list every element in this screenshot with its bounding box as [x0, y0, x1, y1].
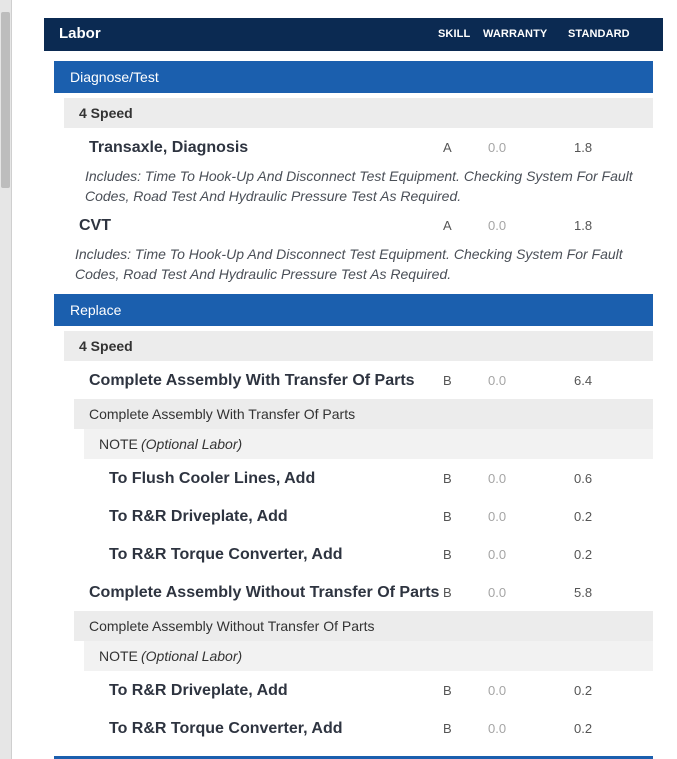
includes-text — [85, 166, 633, 206]
skill-value: B — [443, 585, 452, 600]
labor-row-complete-assembly-without-transfer[interactable] — [0, 578, 620, 608]
column-header-standard: STANDARD — [568, 28, 630, 40]
warranty-value: 0.0 — [488, 218, 507, 233]
note-text: (Optional Labor) — [141, 648, 243, 664]
standard-value: 0.2 — [574, 721, 593, 736]
skill-value: B — [443, 721, 452, 736]
group-4-speed[interactable] — [64, 98, 653, 128]
standard-value: 1.8 — [574, 218, 593, 233]
labor-row-rr-driveplate[interactable] — [0, 502, 620, 532]
standard-value: 0.6 — [574, 471, 593, 486]
warranty-value: 0.0 — [488, 721, 507, 736]
warranty-value: 0.0 — [488, 547, 507, 562]
includes-line: Includes: Time To Hook-Up And Disconnect Test Equipment. Checking System For Fault — [85, 168, 633, 184]
skill-value: B — [443, 471, 452, 486]
note-text: (Optional Labor) — [141, 436, 243, 452]
subgroup-title: Complete Assembly With Transfer Of Parts — [89, 406, 356, 422]
labor-row-cvt[interactable] — [0, 211, 620, 241]
standard-value: 1.8 — [574, 140, 593, 155]
skill-value: B — [443, 683, 452, 698]
column-header-warranty: WARRANTY — [483, 28, 548, 40]
skill-value: A — [443, 140, 452, 155]
note-label: NOTE — [99, 436, 138, 452]
section-diagnose-test[interactable] — [54, 61, 653, 93]
standard-value: 0.2 — [574, 683, 593, 698]
section-title: Replace — [70, 302, 122, 318]
warranty-value: 0.0 — [488, 585, 507, 600]
warranty-value: 0.0 — [488, 373, 507, 388]
warranty-value: 0.0 — [488, 683, 507, 698]
skill-value: A — [443, 218, 452, 233]
includes-line: Codes, Road Test And Hydraulic Pressure Test As Required. — [85, 188, 462, 204]
operation-label[interactable]: CVT — [79, 217, 111, 234]
operation-label[interactable]: To Flush Cooler Lines, Add — [109, 470, 316, 487]
includes-line: Codes, Road Test And Hydraulic Pressure Test As Required. — [75, 266, 452, 282]
standard-value: 0.2 — [574, 547, 593, 562]
includes-text — [75, 244, 623, 284]
note-optional-labor — [84, 429, 653, 459]
standard-value: 6.4 — [574, 373, 593, 388]
skill-value: B — [443, 509, 452, 524]
labor-row-complete-assembly-with-transfer[interactable] — [0, 366, 620, 396]
warranty-value: 0.0 — [488, 140, 507, 155]
includes-line: Includes: Time To Hook-Up And Disconnect Test Equipment. Checking System For Fault — [75, 246, 623, 262]
labor-row-flush-cooler-lines[interactable] — [0, 464, 620, 494]
subgroup-with-transfer — [74, 399, 653, 429]
subgroup-without-transfer — [74, 611, 653, 641]
note-label: NOTE — [99, 648, 138, 664]
note-optional-labor — [84, 641, 653, 671]
operation-label[interactable]: To R&R Torque Converter, Add — [109, 720, 343, 737]
operation-label[interactable]: To R&R Driveplate, Add — [109, 508, 288, 525]
labor-header — [44, 18, 663, 51]
labor-row-rr-torque-converter[interactable] — [0, 540, 620, 570]
subgroup-title: Complete Assembly Without Transfer Of Parts — [89, 618, 375, 634]
group-title: 4 Speed — [79, 105, 133, 121]
column-header-skill: SKILL — [438, 28, 471, 40]
section-replace[interactable] — [54, 294, 653, 326]
section-title: Diagnose/Test — [70, 69, 159, 85]
operation-label[interactable]: Complete Assembly With Transfer Of Parts — [89, 372, 415, 389]
group-4-speed[interactable] — [64, 331, 653, 361]
group-title: 4 Speed — [79, 338, 133, 354]
operation-label[interactable]: To R&R Driveplate, Add — [109, 682, 288, 699]
warranty-value: 0.0 — [488, 509, 507, 524]
operation-label[interactable]: Transaxle, Diagnosis — [89, 139, 249, 156]
operation-label[interactable]: To R&R Torque Converter, Add — [109, 546, 343, 563]
warranty-value: 0.0 — [488, 471, 507, 486]
labor-row-rr-torque-converter[interactable] — [0, 714, 620, 744]
labor-row-rr-driveplate[interactable] — [0, 676, 620, 706]
skill-value: B — [443, 373, 452, 388]
standard-value: 0.2 — [574, 509, 593, 524]
standard-value: 5.8 — [574, 585, 593, 600]
labor-row-transaxle-diagnosis[interactable] — [0, 133, 620, 163]
skill-value: B — [443, 547, 452, 562]
labor-title: Labor — [59, 25, 101, 42]
operation-label[interactable]: Complete Assembly Without Transfer Of Parts — [89, 584, 440, 601]
